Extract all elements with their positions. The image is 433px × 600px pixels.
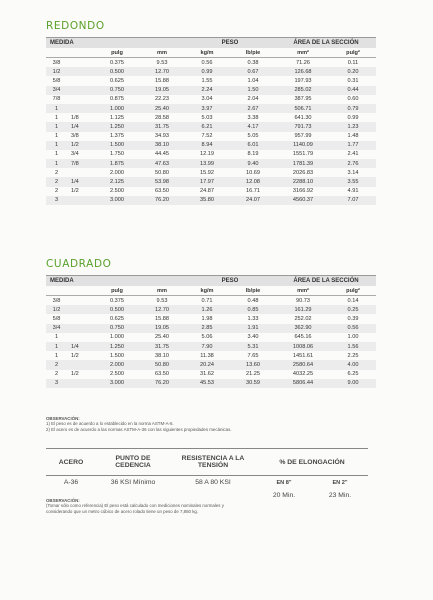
table-cell: 3/8	[52, 59, 61, 66]
table-cell: 1	[46, 122, 67, 131]
table-row	[46, 159, 376, 168]
table-row	[46, 379, 376, 388]
table-cell: 38.10	[155, 352, 169, 359]
table-row	[46, 314, 376, 323]
table-cell: 10.69	[246, 169, 260, 176]
unit-mm: mm	[140, 48, 184, 58]
table-cell: 8.19	[247, 151, 259, 158]
table-cell: 35.80	[184, 196, 230, 205]
table-cell: 71.26	[296, 59, 310, 66]
table-cell: 50.80	[140, 360, 184, 369]
table-cell: 362.90	[276, 324, 330, 333]
table-cell: 5.31	[230, 342, 276, 351]
table-cell: 2.25	[347, 352, 359, 359]
table-cell	[67, 168, 94, 177]
header-acero: ACERO	[58, 458, 84, 466]
unit-lbpie: lb/pie	[230, 286, 276, 296]
table-cell: 24.07	[230, 196, 276, 205]
table-cell: 31.75	[140, 122, 184, 131]
table-cell	[67, 324, 94, 333]
table-cell: 0.31	[347, 77, 359, 84]
table-cell: 0.500	[94, 67, 140, 76]
table-cell: 50.80	[155, 169, 169, 176]
table-cell: 1/4	[67, 122, 94, 131]
unit-pulg: pulg	[94, 286, 140, 296]
table-row	[46, 196, 376, 205]
table-cell: 0.875	[110, 96, 124, 103]
table-cell: 5.05	[247, 133, 259, 140]
table-cell: 13.99	[184, 159, 230, 168]
table-cell: 161.29	[276, 305, 330, 314]
table-cell: 21.25	[246, 371, 260, 378]
table-cell: 44.45	[155, 151, 169, 158]
table-row	[46, 67, 376, 76]
table-cell: 252.02	[294, 315, 312, 322]
table-cell	[67, 360, 94, 369]
table-row	[46, 168, 376, 177]
table-cell: 1	[54, 151, 59, 158]
table-cell: 7.52	[201, 133, 213, 140]
table-cell: 2288.10	[276, 177, 330, 186]
table-cell: 0.375	[110, 297, 124, 304]
table-cell: 1/2	[71, 352, 79, 359]
table-cell: 9.53	[156, 59, 168, 66]
table-cell: 2.125	[94, 177, 140, 186]
table-cell: 0.44	[330, 86, 376, 95]
table-cell: 1.48	[347, 133, 359, 140]
table-cell	[67, 379, 94, 388]
table-cell: 5/8	[52, 315, 61, 322]
table-cell: 12.70	[140, 67, 184, 76]
cuadrado-table	[46, 275, 376, 388]
table-cell: 0.79	[330, 104, 376, 113]
table-cell: 8.94	[184, 141, 230, 150]
table-cell: 1.91	[230, 324, 276, 333]
table-cell	[67, 76, 94, 85]
table-cell: 3166.92	[292, 188, 314, 195]
table-cell: 1451.61	[292, 352, 314, 359]
table-row	[46, 104, 376, 113]
table-cell: 2.85	[184, 324, 230, 333]
table-cell: 3	[46, 379, 67, 388]
table-cell: 17.97	[184, 177, 230, 186]
table-cell: 2	[54, 188, 59, 195]
table-cell	[67, 196, 94, 205]
table-cell: 0.38	[247, 59, 259, 66]
table-cell: 0.99	[184, 67, 230, 76]
table-cell	[67, 314, 94, 323]
table-cell: 0.750	[94, 86, 140, 95]
unit-lbpie: lb/pie	[230, 48, 276, 58]
observation-title: OBSERVACIÓN:	[46, 416, 80, 421]
unit-pulg2: pulg²	[330, 48, 376, 58]
table-cell: 0.14	[347, 297, 359, 304]
table-cell: 2.500	[110, 188, 124, 195]
table-cell: 2	[54, 169, 59, 176]
table-cell: 1/2	[71, 371, 79, 378]
table-cell: 3/8	[71, 133, 79, 140]
table-cell: 0.56	[330, 324, 376, 333]
table-cell: 1/8	[71, 114, 79, 121]
table-cell: 24.87	[200, 188, 214, 195]
acero-value: A-36	[63, 479, 79, 486]
table-cell: 1	[46, 141, 67, 150]
header-resistencia: RESISTENCIA A LA TENSIÓN	[181, 455, 245, 469]
table-cell: 2026.83	[292, 169, 314, 176]
table-cell: 5.06	[201, 334, 213, 341]
table-cell: 16.71	[246, 188, 260, 195]
table-cell: 11.38	[200, 352, 214, 359]
table-cell: 1.500	[94, 141, 140, 150]
table-cell: 3.40	[247, 334, 259, 341]
table-cell: 1.000	[110, 334, 124, 341]
table-cell: 5.03	[201, 114, 213, 121]
table-cell: 1	[46, 104, 67, 113]
table-cell: 0.375	[110, 59, 124, 66]
table-cell: 1	[46, 342, 67, 351]
table-cell: 31.75	[140, 342, 184, 351]
table-cell: 1/2	[46, 305, 67, 314]
table-cell: 7/8	[52, 96, 61, 103]
unit-kgm: kg/m	[184, 48, 230, 58]
table-cell: 1.77	[330, 141, 376, 150]
table-cell: 4032.25	[292, 371, 314, 378]
table-cell: 3.97	[184, 104, 230, 113]
header-peso: PESO	[184, 38, 276, 49]
table-row	[46, 177, 376, 186]
elongacion-en8: EN 8"	[276, 479, 292, 486]
table-cell: 1	[54, 334, 59, 341]
table-row	[46, 113, 376, 122]
table-cell: 6.25	[347, 371, 359, 378]
table-row	[46, 333, 376, 342]
unit-pulg: pulg	[94, 48, 140, 58]
table-cell: 3.14	[347, 169, 359, 176]
table-cell: 76.20	[140, 196, 184, 205]
table-row	[46, 141, 376, 150]
table-cell: 1.500	[110, 352, 124, 359]
table-cell: 1	[46, 159, 67, 168]
observation-title: OBSERVACIÓN:	[46, 498, 80, 503]
table-cell: 1/2	[46, 67, 67, 76]
table-row	[46, 360, 376, 369]
table-row	[46, 296, 376, 306]
table-cell: 15.88	[155, 77, 169, 84]
table-cell	[67, 305, 94, 314]
table-cell: 19.05	[140, 324, 184, 333]
table-cell: 38.10	[140, 141, 184, 150]
table-row	[46, 122, 376, 131]
table-cell: 15.88	[155, 315, 169, 322]
table-row	[46, 324, 376, 333]
table-cell: 126.68	[276, 67, 330, 76]
table-cell	[67, 333, 94, 342]
header-medida: MEDIDA	[46, 276, 140, 287]
unit-pulg2: pulg²	[330, 286, 376, 296]
table-cell: 2	[46, 177, 67, 186]
observation-line: (Tomar sólo como referencia) El peso está calculado con mediciones nominales normales y	[46, 503, 224, 509]
table-row	[46, 132, 376, 141]
table-cell: 0.25	[330, 305, 376, 314]
table-cell: 9.40	[230, 159, 276, 168]
table-cell: 1.56	[330, 342, 376, 351]
table-cell: 3.04	[201, 96, 213, 103]
table-row	[46, 95, 376, 104]
header-area: ÁREA DE LA SECCIÓN	[276, 276, 376, 287]
table-cell: 1.125	[110, 114, 124, 121]
observation-line: considerando que un metro cúbico de acero rolado tiene un peso de 7,850 kg.	[46, 508, 199, 514]
table-cell: 3.38	[247, 114, 259, 121]
table-cell	[67, 104, 94, 113]
table-cell	[67, 296, 94, 306]
table-cell: 76.20	[140, 379, 184, 388]
table-cell: 0.99	[347, 114, 359, 121]
table-cell: 7/8	[67, 159, 94, 168]
table-cell: 2.500	[110, 371, 124, 378]
table-cell: 0.56	[201, 59, 213, 66]
table-row	[46, 58, 376, 68]
table-cell: 0.60	[347, 96, 359, 103]
table-cell: 2580.64	[276, 360, 330, 369]
table-cell: 1781.39	[276, 159, 330, 168]
unit-mm2: mm²	[276, 48, 330, 58]
table-row	[46, 305, 376, 314]
table-cell: 63.50	[155, 188, 169, 195]
table-cell: 0.85	[230, 305, 276, 314]
table-cell: 1.000	[94, 104, 140, 113]
table-cell	[67, 58, 94, 68]
table-row	[46, 150, 376, 159]
table-cell: 3/4	[46, 86, 67, 95]
table-cell: 5806.44	[276, 379, 330, 388]
table-cell: 2.000	[94, 360, 140, 369]
table-cell: 30.59	[230, 379, 276, 388]
table-cell: 1/2	[71, 188, 79, 195]
table-cell: 3.000	[94, 196, 140, 205]
table-cell: 1551.79	[292, 151, 314, 158]
table-cell: 0.48	[247, 297, 259, 304]
table-cell: 45.53	[184, 379, 230, 388]
table-cell: 12.19	[200, 151, 214, 158]
table-cell: 15.92	[200, 169, 214, 176]
header-medida: MEDIDA	[46, 38, 140, 49]
table-cell: 285.02	[276, 86, 330, 95]
table-cell: 1/2	[67, 141, 94, 150]
table-cell: 9.00	[330, 379, 376, 388]
unit-kgm: kg/m	[184, 286, 230, 296]
table-cell: 0.20	[330, 67, 376, 76]
elongacion-min8: 20 Min.	[272, 492, 296, 499]
table-cell: 22.23	[155, 96, 169, 103]
table-cell: 28.58	[155, 114, 169, 121]
table-cell: 6.01	[230, 141, 276, 150]
table-cell	[67, 67, 94, 76]
elongacion-min2: 23 Min.	[328, 492, 352, 499]
properties-table	[46, 448, 368, 502]
table-cell: 387.95	[294, 96, 312, 103]
table-cell	[67, 95, 94, 104]
table-cell: 3/4	[71, 151, 79, 158]
unit-mm2: mm²	[276, 286, 330, 296]
table-cell: 9.53	[156, 297, 168, 304]
table-cell: 1.750	[110, 151, 124, 158]
table-cell: 53.98	[140, 177, 184, 186]
table-cell: 1.875	[94, 159, 140, 168]
table-cell: 0.71	[201, 297, 213, 304]
table-cell: 1.250	[94, 122, 140, 131]
table-row	[46, 86, 376, 95]
table-cell: 90.73	[296, 297, 310, 304]
table-cell: 0.625	[110, 315, 124, 322]
table-cell: 1.00	[347, 334, 359, 341]
table-cell: 7.65	[247, 352, 259, 359]
table-cell: 641.30	[294, 114, 312, 121]
table-cell: 3/4	[46, 324, 67, 333]
table-cell: 2	[46, 360, 67, 369]
table-cell: 1.50	[230, 86, 276, 95]
table-cell: 1.98	[201, 315, 213, 322]
table-row	[46, 342, 376, 351]
table-cell: 645.16	[294, 334, 312, 341]
table-cell: 1.33	[247, 315, 259, 322]
table-cell: 2.76	[330, 159, 376, 168]
table-cell: 20.24	[184, 360, 230, 369]
table-cell: 2.24	[184, 86, 230, 95]
table-cell: 1	[54, 114, 59, 121]
observation-line: 2) El acero es de acuerdo a las normas ASTM-A-36 con las siguientes propiedades mecánicas.	[46, 426, 232, 432]
table-cell: 7.07	[330, 196, 376, 205]
table-cell: 3	[46, 196, 67, 205]
table-cell: 0.500	[94, 305, 140, 314]
table-cell: 7.90	[184, 342, 230, 351]
section-title-cuadrado: CUADRADO	[46, 258, 112, 270]
table-cell: 0.750	[94, 324, 140, 333]
table-cell: 0.39	[347, 315, 359, 322]
table-cell: 47.63	[140, 159, 184, 168]
table-cell: 2.41	[347, 151, 359, 158]
table-cell: 1.55	[201, 77, 213, 84]
table-cell: 4560.37	[276, 196, 330, 205]
table-cell: 1/4	[67, 177, 94, 186]
observation-1	[46, 416, 386, 432]
table-cell: 0.67	[230, 67, 276, 76]
table-cell: 2.04	[247, 96, 259, 103]
table-cell: 197.93	[294, 77, 312, 84]
table-cell: 1/4	[67, 342, 94, 351]
table-cell: 0.625	[110, 77, 124, 84]
table-cell: 1.250	[94, 342, 140, 351]
table-cell: 506.71	[276, 104, 330, 113]
table-cell: 1	[54, 352, 59, 359]
table-cell: 1008.06	[276, 342, 330, 351]
table-cell: 25.40	[140, 104, 184, 113]
table-cell: 63.50	[155, 371, 169, 378]
table-cell: 1.375	[110, 133, 124, 140]
table-cell: 31.62	[200, 371, 214, 378]
section-title-redondo: REDONDO	[46, 20, 105, 32]
table-cell: 0.11	[347, 59, 359, 66]
table-cell: 3.55	[330, 177, 376, 186]
header-punto-cedencia: PUNTO DE CEDENCIA	[115, 455, 151, 469]
unit-mm: mm	[140, 286, 184, 296]
table-cell: 4.17	[230, 122, 276, 131]
observation-line: 1) El peso es de acuerdo a lo establecido en la norma ASTM-A-6.	[46, 421, 174, 427]
table-cell: 3.000	[94, 379, 140, 388]
table-cell: 12.08	[230, 177, 276, 186]
table-row	[46, 187, 376, 196]
table-cell: 25.40	[155, 334, 169, 341]
table-cell: 4.00	[330, 360, 376, 369]
table-cell: 1.23	[330, 122, 376, 131]
table-row	[46, 370, 376, 379]
table-cell: 1.04	[247, 77, 259, 84]
table-cell	[67, 86, 94, 95]
table-cell: 5/8	[52, 77, 61, 84]
table-cell: 13.60	[230, 360, 276, 369]
header-elongacion: % DE ELONGACIÓN	[279, 458, 345, 466]
table-row	[46, 351, 376, 360]
table-cell: 957.99	[294, 133, 312, 140]
table-cell: 12.70	[140, 305, 184, 314]
elongacion-en2: EN 2"	[332, 479, 348, 486]
punto-value: 36 KSI Mínimo	[110, 479, 156, 486]
table-cell: 34.93	[155, 133, 169, 140]
table-cell: 3/8	[52, 297, 61, 304]
observation-2	[46, 498, 386, 514]
resistencia-value: 58 A 80 KSI	[195, 479, 231, 486]
table-cell: 2.000	[110, 169, 124, 176]
table-cell: 4.91	[347, 188, 359, 195]
redondo-table	[46, 37, 376, 205]
table-cell: 791.73	[276, 122, 330, 131]
table-cell: 1140.09	[276, 141, 330, 150]
table-cell: 1.26	[184, 305, 230, 314]
table-cell: 2.67	[230, 104, 276, 113]
table-cell: 2	[54, 371, 59, 378]
table-cell: 6.21	[184, 122, 230, 131]
table-row	[46, 76, 376, 85]
table-cell: 19.05	[140, 86, 184, 95]
header-peso: PESO	[184, 276, 276, 287]
table-cell: 1	[54, 133, 59, 140]
header-area: ÁREA DE LA SECCIÓN	[276, 38, 376, 49]
